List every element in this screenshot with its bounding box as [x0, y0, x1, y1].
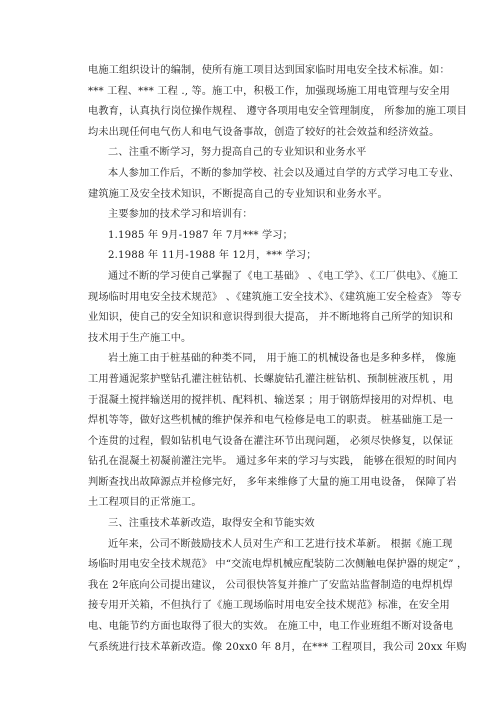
text-line: 近年来，公司不断鼓励技术人员对生产和工艺进行技术革新。 根据《施工现	[108, 538, 453, 550]
text-line: 电、电能节约方面也取得了很大的实效。 在施工中，电工作业班组不断对设备电	[88, 621, 454, 633]
text-line: 电施工组织设计的编制，使所有施工项目达到国家临时用电安全技术标准。如：	[88, 65, 450, 76]
section-heading: 三、注重技术革新改造，取得安全和节能实效	[108, 518, 315, 530]
text-line: 钻孔在混凝土初凝前灌注完毕。 通过多年来的学习与实践， 能够在很短的时间内	[88, 456, 457, 468]
text-line: 土工程项目的正常施工。	[88, 497, 202, 509]
text-line: 现场临时用电安全技术规范》 、《建筑施工安全技术》、《建筑施工安全检查》 等专	[88, 291, 462, 303]
text-line: 接专用开关箱，不但执行了《施工现场临时用电安全技术规范》标准，在安全用	[88, 600, 450, 612]
text-line: 场临时用电安全技术规范》 中“交流电焊机械应配装防二次侧触电保护器的规定” ，	[88, 559, 468, 571]
text-line: 技术用于生产施工中。	[88, 332, 192, 344]
text-line: 焊机等等，做好这些机械的维护保养和电气检修是电工的职责。 桩基础施工是一	[88, 415, 454, 427]
text-line: 岩土施工由于桩基础的种类不同， 用于施工的机械设备也是多种多样， 像施	[108, 353, 456, 365]
text-line: 于混凝土搅拌输送用的搅拌机、配料机、输送泵 ；用于钢筋焊接用的对焊机、电	[88, 394, 454, 406]
text-line: 个连贯的过程，假如钻机电气设备在灌注环节出现问题， 必须尽快修复，以保证	[88, 435, 454, 447]
text-line: *** 工程、*** 工程 ., 等。施工中，积极工作，加强现场施工用电管理与安全用	[88, 85, 450, 97]
text-line: 主要参加的技术学习和培训有：	[108, 209, 253, 221]
text-line: 本人参加工作后，不断的参加学校、社会以及通过自学的方式学习电工专业、	[108, 167, 460, 179]
list-item: 1.1985 年 9月-1987 年 7月*** 学习；	[108, 229, 293, 241]
text-line: 气系统进行技术革新改造。像 20xx0 年 8月，在*** 工程项目，我公司 20xx 年购	[88, 641, 467, 653]
list-item: 2.1988 年 11月-1988 年 12月，*** 学习；	[108, 250, 317, 262]
text-line: 电教育，认真执行岗位操作规程、 遵守各项用电安全管理制度， 所参加的施工项目	[88, 106, 467, 118]
text-line: 建筑施工及安全技术知识，不断提高自己的专业知识和业务水平。	[88, 188, 388, 200]
text-line: 我在 2年底向公司提出建议， 公司很快答复并推广了安监站监督制造的电焊机焊	[88, 579, 453, 591]
text-line: 工用普通泥浆护壁钻孔灌注桩钻机、长螺旋钻孔灌注桩钻机、预制桩液压机 ，用	[88, 373, 454, 385]
text-line: 业知识，使自己的安全知识和意识得到很大提高， 并不断地将自己所学的知识和	[88, 312, 454, 324]
document-body	[88, 61, 468, 658]
text-line: 判断查找出故障源点并检修完好， 多年来维修了大量的施工用电设备， 保障了岩	[88, 476, 457, 488]
text-line: 均未出现任何电气伤人和电气设备事故，创造了较好的社会效益和经济效益。	[88, 126, 440, 138]
section-heading: 二、注重不断学习，努力提高自己的专业知识和业务水平	[108, 147, 367, 159]
text-line: 通过不断的学习使自己掌握了《电工基础》 、《电工学》、《工厂供电》、《施工	[108, 270, 459, 282]
